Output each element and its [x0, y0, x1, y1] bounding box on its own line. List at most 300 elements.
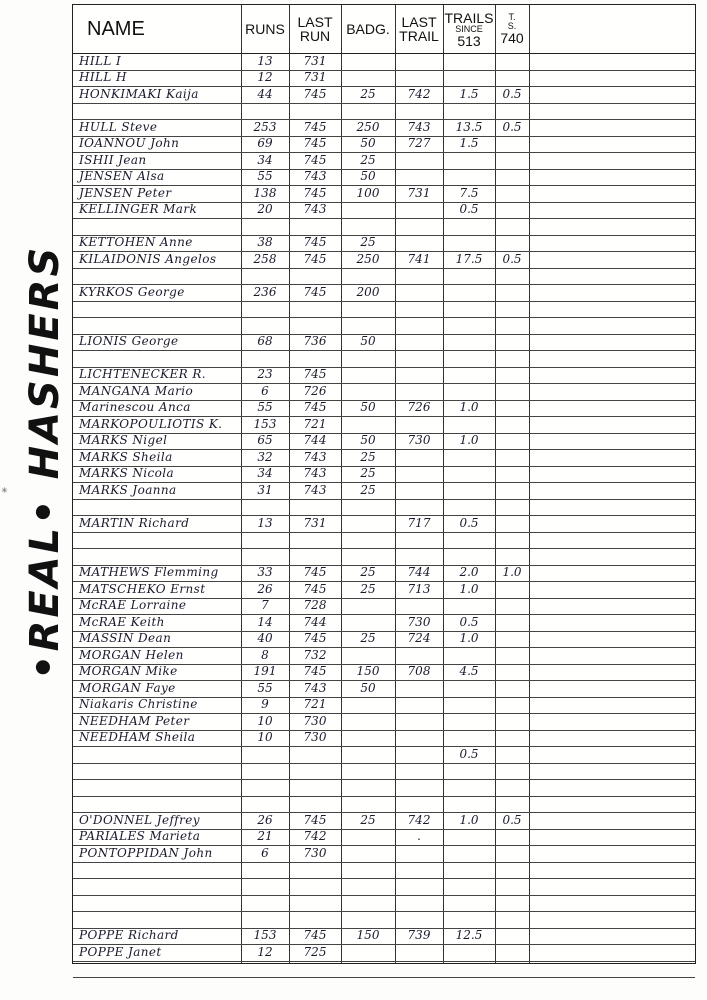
- cell-name: [79, 779, 245, 795]
- cell-runs: 32: [257, 449, 273, 464]
- cell-runs: 20: [257, 202, 273, 216]
- cell-name: MARKOPOULIOTIS K.: [79, 416, 223, 431]
- cell-last-run: [289, 878, 341, 894]
- cell-last-trail: [395, 201, 443, 217]
- cell-name: O'DONNEL Jeffrey: [79, 812, 200, 827]
- cell-name: KELLINGER Mark: [79, 202, 198, 216]
- cell-last-trail: [395, 152, 443, 168]
- cell-badges: [341, 383, 395, 399]
- cell-trails: [443, 531, 495, 547]
- cell-badges: [341, 729, 395, 745]
- cell-ts: [495, 581, 529, 597]
- header-ts-line1: T.: [508, 12, 516, 22]
- cell-badges: 25: [360, 482, 376, 497]
- cell-runs: 38: [257, 235, 273, 249]
- cell-trails: [443, 894, 495, 910]
- cell-badges: [341, 779, 395, 795]
- cell-runs: 236: [253, 284, 277, 299]
- header-trails-line1: TRAILS: [444, 9, 494, 26]
- table-row: [73, 796, 695, 813]
- cell-runs: 10: [257, 713, 273, 728]
- cell-badges: 100: [356, 185, 380, 200]
- margin-mark: ✳: [1, 486, 8, 495]
- cell-badges: [341, 201, 395, 217]
- cell-name: KILAIDONIS Angelos: [79, 251, 217, 266]
- cell-runs: 12: [257, 70, 273, 84]
- roster-rows: [73, 5, 695, 963]
- cell-last-trail: [395, 53, 443, 69]
- cell-last-run: 743: [303, 449, 327, 464]
- cell-last-run: 745: [303, 565, 327, 579]
- cell-ts: [495, 663, 529, 679]
- cell-last-run: 721: [303, 697, 327, 711]
- cell-last-trail: [395, 449, 443, 465]
- cell-name: Marinescou Anca: [79, 400, 191, 414]
- cell-trails: [443, 465, 495, 481]
- cell-last-run: [289, 894, 341, 910]
- cell-ts: [495, 300, 529, 316]
- cell-badges: [341, 960, 395, 976]
- cell-ts: [495, 614, 529, 630]
- cell-runs: 9: [261, 697, 269, 711]
- cell-badges: [341, 53, 395, 69]
- cell-ts: [495, 911, 529, 927]
- table-row: [73, 944, 695, 961]
- cell-name: HULL Steve: [79, 119, 158, 134]
- cell-ts: 0.5: [502, 812, 522, 827]
- cell-trails: [443, 168, 495, 184]
- cell-ts: [495, 350, 529, 366]
- cell-last-trail: [395, 746, 443, 762]
- cell-runs: 258: [253, 251, 277, 266]
- cell-ts: [495, 218, 529, 234]
- cell-badges: [341, 746, 395, 762]
- cell-last-trail: 724: [407, 631, 431, 645]
- cell-badges: 50: [360, 433, 376, 447]
- cell-last-run: [289, 911, 341, 927]
- table-row: [73, 548, 695, 565]
- cell-last-trail: [395, 102, 443, 118]
- cell-trails: [443, 795, 495, 811]
- cell-trails: [443, 69, 495, 85]
- cell-last-trail: [395, 762, 443, 778]
- cell-badges: [341, 597, 395, 613]
- table-row: [73, 515, 695, 532]
- table-row: [73, 961, 695, 978]
- cell-name: JENSEN Peter: [79, 185, 172, 200]
- cell-name: KYRKOS George: [79, 284, 185, 299]
- cell-last-trail: [395, 465, 443, 481]
- cell-last-run: [289, 531, 341, 547]
- cell-badges: 50: [360, 400, 376, 414]
- cell-badges: [341, 911, 395, 927]
- cell-badges: [341, 416, 395, 432]
- cell-trails: 1.0: [459, 433, 479, 447]
- cell-badges: [341, 102, 395, 118]
- cell-last-trail: 731: [407, 185, 431, 200]
- cell-last-trail: [395, 350, 443, 366]
- cell-trails: [443, 482, 495, 498]
- cell-runs: 12: [257, 944, 273, 959]
- table-row: [73, 812, 695, 829]
- cell-ts: [495, 548, 529, 564]
- table-row: [73, 895, 695, 912]
- cell-runs: [241, 531, 289, 547]
- cell-name: [79, 300, 245, 316]
- cell-badges: 25: [360, 152, 376, 167]
- cell-trails: [443, 861, 495, 877]
- cell-last-trail: [395, 713, 443, 729]
- table-row: [73, 202, 695, 219]
- cell-last-run: [289, 795, 341, 811]
- cell-last-run: [289, 762, 341, 778]
- cell-runs: 26: [257, 581, 273, 596]
- cell-name: [79, 548, 245, 564]
- table-row: [73, 598, 695, 615]
- cell-ts: [495, 432, 529, 448]
- cell-last-trail: [395, 680, 443, 696]
- cell-ts: [495, 498, 529, 514]
- cell-ts: [495, 399, 529, 415]
- cell-last-trail: [395, 168, 443, 184]
- cell-runs: [241, 498, 289, 514]
- cell-badges: [341, 861, 395, 877]
- cell-last-run: 745: [303, 251, 327, 266]
- cell-runs: 191: [253, 664, 277, 678]
- cell-ts: [495, 284, 529, 300]
- cell-last-trail: 742: [407, 86, 431, 101]
- cell-badges: [341, 300, 395, 316]
- cell-runs: 138: [253, 185, 277, 200]
- cell-name: KETTOHEN Anne: [79, 235, 193, 249]
- cell-name: [79, 878, 245, 894]
- table-row: [73, 433, 695, 450]
- cell-name: [79, 861, 245, 877]
- cell-runs: 26: [257, 812, 273, 827]
- header-runs-label: RUNS: [245, 21, 285, 37]
- cell-trails: 7.5: [459, 185, 479, 200]
- cell-name: HILL H: [79, 70, 127, 84]
- cell-last-trail: [395, 333, 443, 349]
- cell-ts: [495, 515, 529, 531]
- cell-last-run: [289, 960, 341, 976]
- cell-runs: [241, 548, 289, 564]
- cell-trails: 1.0: [459, 812, 479, 827]
- table-row: [73, 251, 695, 268]
- cell-name: HILL I: [79, 53, 122, 68]
- cell-name: POPPE Janet: [79, 944, 162, 959]
- cell-name: IOANNOU John: [79, 136, 180, 150]
- cell-last-trail: 727: [407, 136, 431, 150]
- cell-name: POPPE Richard: [79, 928, 179, 942]
- cell-badges: 25: [360, 466, 376, 480]
- cell-last-run: 743: [303, 680, 327, 695]
- cell-runs: 55: [257, 400, 273, 414]
- cell-last-trail: [395, 317, 443, 333]
- cell-trails: [443, 152, 495, 168]
- cell-badges: 50: [360, 136, 376, 150]
- cell-trails: [443, 317, 495, 333]
- cell-ts: [495, 795, 529, 811]
- cell-name: ISHII Jean: [79, 152, 147, 167]
- cell-ts: [495, 696, 529, 712]
- cell-last-run: [289, 548, 341, 564]
- cell-badges: [341, 317, 395, 333]
- table-row: [73, 103, 695, 120]
- cell-name: [79, 498, 245, 514]
- cell-last-trail: 717: [407, 515, 431, 530]
- cell-badges: [341, 366, 395, 382]
- cell-badges: [341, 498, 395, 514]
- cell-trails: 1.5: [459, 86, 479, 101]
- cell-runs: [241, 762, 289, 778]
- cell-last-trail: [395, 597, 443, 613]
- cell-name: [79, 746, 245, 762]
- table-row: [73, 746, 695, 763]
- cell-last-run: 721: [303, 416, 327, 431]
- table-row: [73, 845, 695, 862]
- table-row: [73, 680, 695, 697]
- cell-last-run: 745: [303, 185, 327, 200]
- cell-badges: 25: [360, 86, 376, 101]
- cell-ts: [495, 366, 529, 382]
- cell-last-run: 732: [303, 647, 327, 662]
- cell-ts: [495, 482, 529, 498]
- table-row: [73, 482, 695, 499]
- cell-ts: [495, 416, 529, 432]
- cell-name: [79, 795, 245, 811]
- cell-trails: [443, 383, 495, 399]
- cell-last-trail: [395, 944, 443, 960]
- cell-badges: 150: [356, 664, 380, 678]
- cell-last-trail: [395, 482, 443, 498]
- cell-runs: 21: [257, 829, 273, 843]
- cell-ts: [495, 779, 529, 795]
- cell-last-trail: 743: [407, 119, 431, 134]
- cell-trails: [443, 498, 495, 514]
- cell-ts: [495, 317, 529, 333]
- cell-badges: [341, 548, 395, 564]
- table-row: [73, 928, 695, 945]
- cell-ts: [495, 53, 529, 69]
- cell-last-trail: [395, 960, 443, 976]
- cell-ts: 0.5: [502, 86, 522, 101]
- cell-last-trail: 713: [407, 581, 431, 596]
- cell-name: [79, 894, 245, 910]
- cell-last-run: [289, 102, 341, 118]
- cell-ts: 1.0: [502, 565, 522, 579]
- cell-last-run: 736: [303, 334, 327, 348]
- cell-name: JENSEN Alsa: [79, 169, 165, 183]
- header-trails-line3: 513: [457, 32, 481, 49]
- cell-badges: 25: [360, 565, 376, 579]
- cell-trails: [443, 333, 495, 349]
- cell-ts: [495, 729, 529, 745]
- cell-trails: [443, 53, 495, 69]
- cell-last-run: 743: [303, 169, 327, 183]
- cell-last-run: 744: [303, 433, 327, 447]
- cell-runs: 153: [253, 928, 277, 942]
- cell-name: NEEDHAM Sheila: [79, 730, 196, 744]
- cell-last-run: 745: [303, 928, 327, 942]
- cell-trails: [443, 680, 495, 696]
- cell-last-trail: .: [417, 829, 421, 843]
- cell-runs: [241, 218, 289, 234]
- cell-runs: 8: [261, 647, 269, 662]
- table-row: [73, 829, 695, 846]
- table-row: [73, 878, 695, 895]
- cell-last-run: 728: [303, 598, 327, 612]
- table-row: [73, 334, 695, 351]
- cell-last-run: 745: [303, 400, 327, 414]
- header-trails-line2: SINCE: [455, 23, 483, 34]
- cell-trails: [443, 960, 495, 976]
- table-row: [73, 565, 695, 582]
- cell-last-trail: [395, 647, 443, 663]
- header-last-run-line2: RUN: [299, 28, 331, 44]
- cell-ts: [495, 168, 529, 184]
- cell-name: McRAE Lorraine: [79, 598, 187, 612]
- cell-last-run: 730: [303, 713, 327, 728]
- cell-name: [79, 911, 245, 927]
- cell-last-run: 745: [303, 581, 327, 596]
- cell-last-trail: [395, 300, 443, 316]
- cell-trails: 13.5: [455, 119, 483, 134]
- cell-ts: [495, 465, 529, 481]
- cell-trails: [443, 597, 495, 613]
- cell-runs: 68: [257, 334, 273, 348]
- cell-name: MATSCHEKO Ernst: [79, 581, 206, 596]
- cell-last-trail: 739: [407, 928, 431, 942]
- cell-last-trail: [395, 69, 443, 85]
- cell-runs: [241, 960, 289, 976]
- cell-name: NEEDHAM Peter: [79, 713, 190, 728]
- cell-last-trail: [395, 795, 443, 811]
- cell-last-run: 730: [303, 730, 327, 744]
- cell-runs: 13: [257, 53, 273, 68]
- cell-trails: [443, 366, 495, 382]
- table-row: [73, 218, 695, 235]
- cell-runs: [241, 861, 289, 877]
- cell-ts: [495, 713, 529, 729]
- cell-runs: [241, 878, 289, 894]
- cell-last-run: [289, 267, 341, 283]
- row-rule: [73, 977, 695, 978]
- table-row: [73, 730, 695, 747]
- table-row: [73, 185, 695, 202]
- cell-ts: [495, 845, 529, 861]
- cell-trails: 4.5: [459, 664, 479, 678]
- cell-ts: [495, 383, 529, 399]
- cell-last-trail: [395, 267, 443, 283]
- header-last-run-line1: LAST: [297, 14, 333, 30]
- cell-last-run: 745: [303, 664, 327, 678]
- cell-last-run: [289, 498, 341, 514]
- cell-trails: 17.5: [455, 251, 483, 266]
- cell-last-trail: [395, 878, 443, 894]
- cell-name: MORGAN Mike: [79, 664, 178, 678]
- cell-last-run: [289, 746, 341, 762]
- cell-name: MATHEWS Flemming: [79, 565, 219, 579]
- header-badges-label: BADG.: [346, 21, 390, 37]
- cell-last-run: 745: [303, 367, 327, 381]
- cell-name: PARIALES Marieta: [79, 829, 201, 843]
- header-name-label: NAME: [87, 18, 145, 40]
- cell-ts: [495, 185, 529, 201]
- cell-ts: [495, 680, 529, 696]
- cell-ts: [495, 894, 529, 910]
- cell-badges: [341, 845, 395, 861]
- table-row: [73, 284, 695, 301]
- cell-badges: 25: [360, 235, 376, 249]
- cell-name: MARTIN Richard: [79, 515, 190, 530]
- cell-trails: [443, 102, 495, 118]
- cell-last-run: 731: [303, 515, 327, 530]
- cell-last-trail: [395, 366, 443, 382]
- cell-ts: 0.5: [502, 119, 522, 134]
- cell-badges: [341, 350, 395, 366]
- cell-trails: [443, 729, 495, 745]
- cell-trails: [443, 284, 495, 300]
- table-row: [73, 53, 695, 70]
- cell-runs: 69: [257, 136, 273, 150]
- cell-name: Niakaris Christine: [79, 697, 198, 711]
- cell-name: MARKS Nigel: [79, 433, 168, 447]
- table-row: [73, 664, 695, 681]
- cell-name: [79, 267, 245, 283]
- cell-runs: [241, 779, 289, 795]
- cell-last-trail: [395, 729, 443, 745]
- cell-last-run: 726: [303, 383, 327, 398]
- cell-trails: [443, 350, 495, 366]
- cell-last-trail: [395, 696, 443, 712]
- cell-last-trail: [395, 548, 443, 564]
- table-row: [73, 763, 695, 780]
- cell-name: McRAE Keith: [79, 614, 165, 629]
- cell-trails: 1.0: [459, 581, 479, 596]
- cell-name: MASSIN Dean: [79, 631, 172, 645]
- cell-last-trail: 742: [407, 812, 431, 827]
- cell-runs: [241, 102, 289, 118]
- cell-badges: 25: [360, 812, 376, 827]
- header-last-trail-line1: LAST: [401, 14, 437, 30]
- cell-last-trail: 744: [407, 565, 431, 579]
- cell-last-run: 745: [303, 136, 327, 150]
- cell-trails: [443, 944, 495, 960]
- cell-last-run: 743: [303, 202, 327, 216]
- cell-last-run: 745: [303, 86, 327, 101]
- cell-name: MARKS Joanna: [79, 482, 177, 497]
- cell-trails: 0.5: [459, 515, 479, 530]
- table-row: [73, 86, 695, 103]
- cell-last-run: 731: [303, 53, 327, 68]
- cell-ts: [495, 944, 529, 960]
- cell-trails: [443, 845, 495, 861]
- cell-badges: 25: [360, 631, 376, 645]
- cell-last-trail: [395, 234, 443, 250]
- cell-runs: 44: [257, 86, 273, 101]
- cell-ts: [495, 878, 529, 894]
- cell-trails: 0.5: [459, 746, 479, 761]
- cell-runs: 7: [261, 598, 269, 612]
- cell-name: LICHTENECKER R.: [79, 367, 206, 381]
- cell-runs: 23: [257, 367, 273, 381]
- cell-name: [79, 762, 245, 778]
- cell-last-trail: 726: [407, 400, 431, 414]
- cell-runs: 55: [257, 680, 273, 695]
- cell-trails: 1.5: [459, 136, 479, 150]
- cell-badges: [341, 647, 395, 663]
